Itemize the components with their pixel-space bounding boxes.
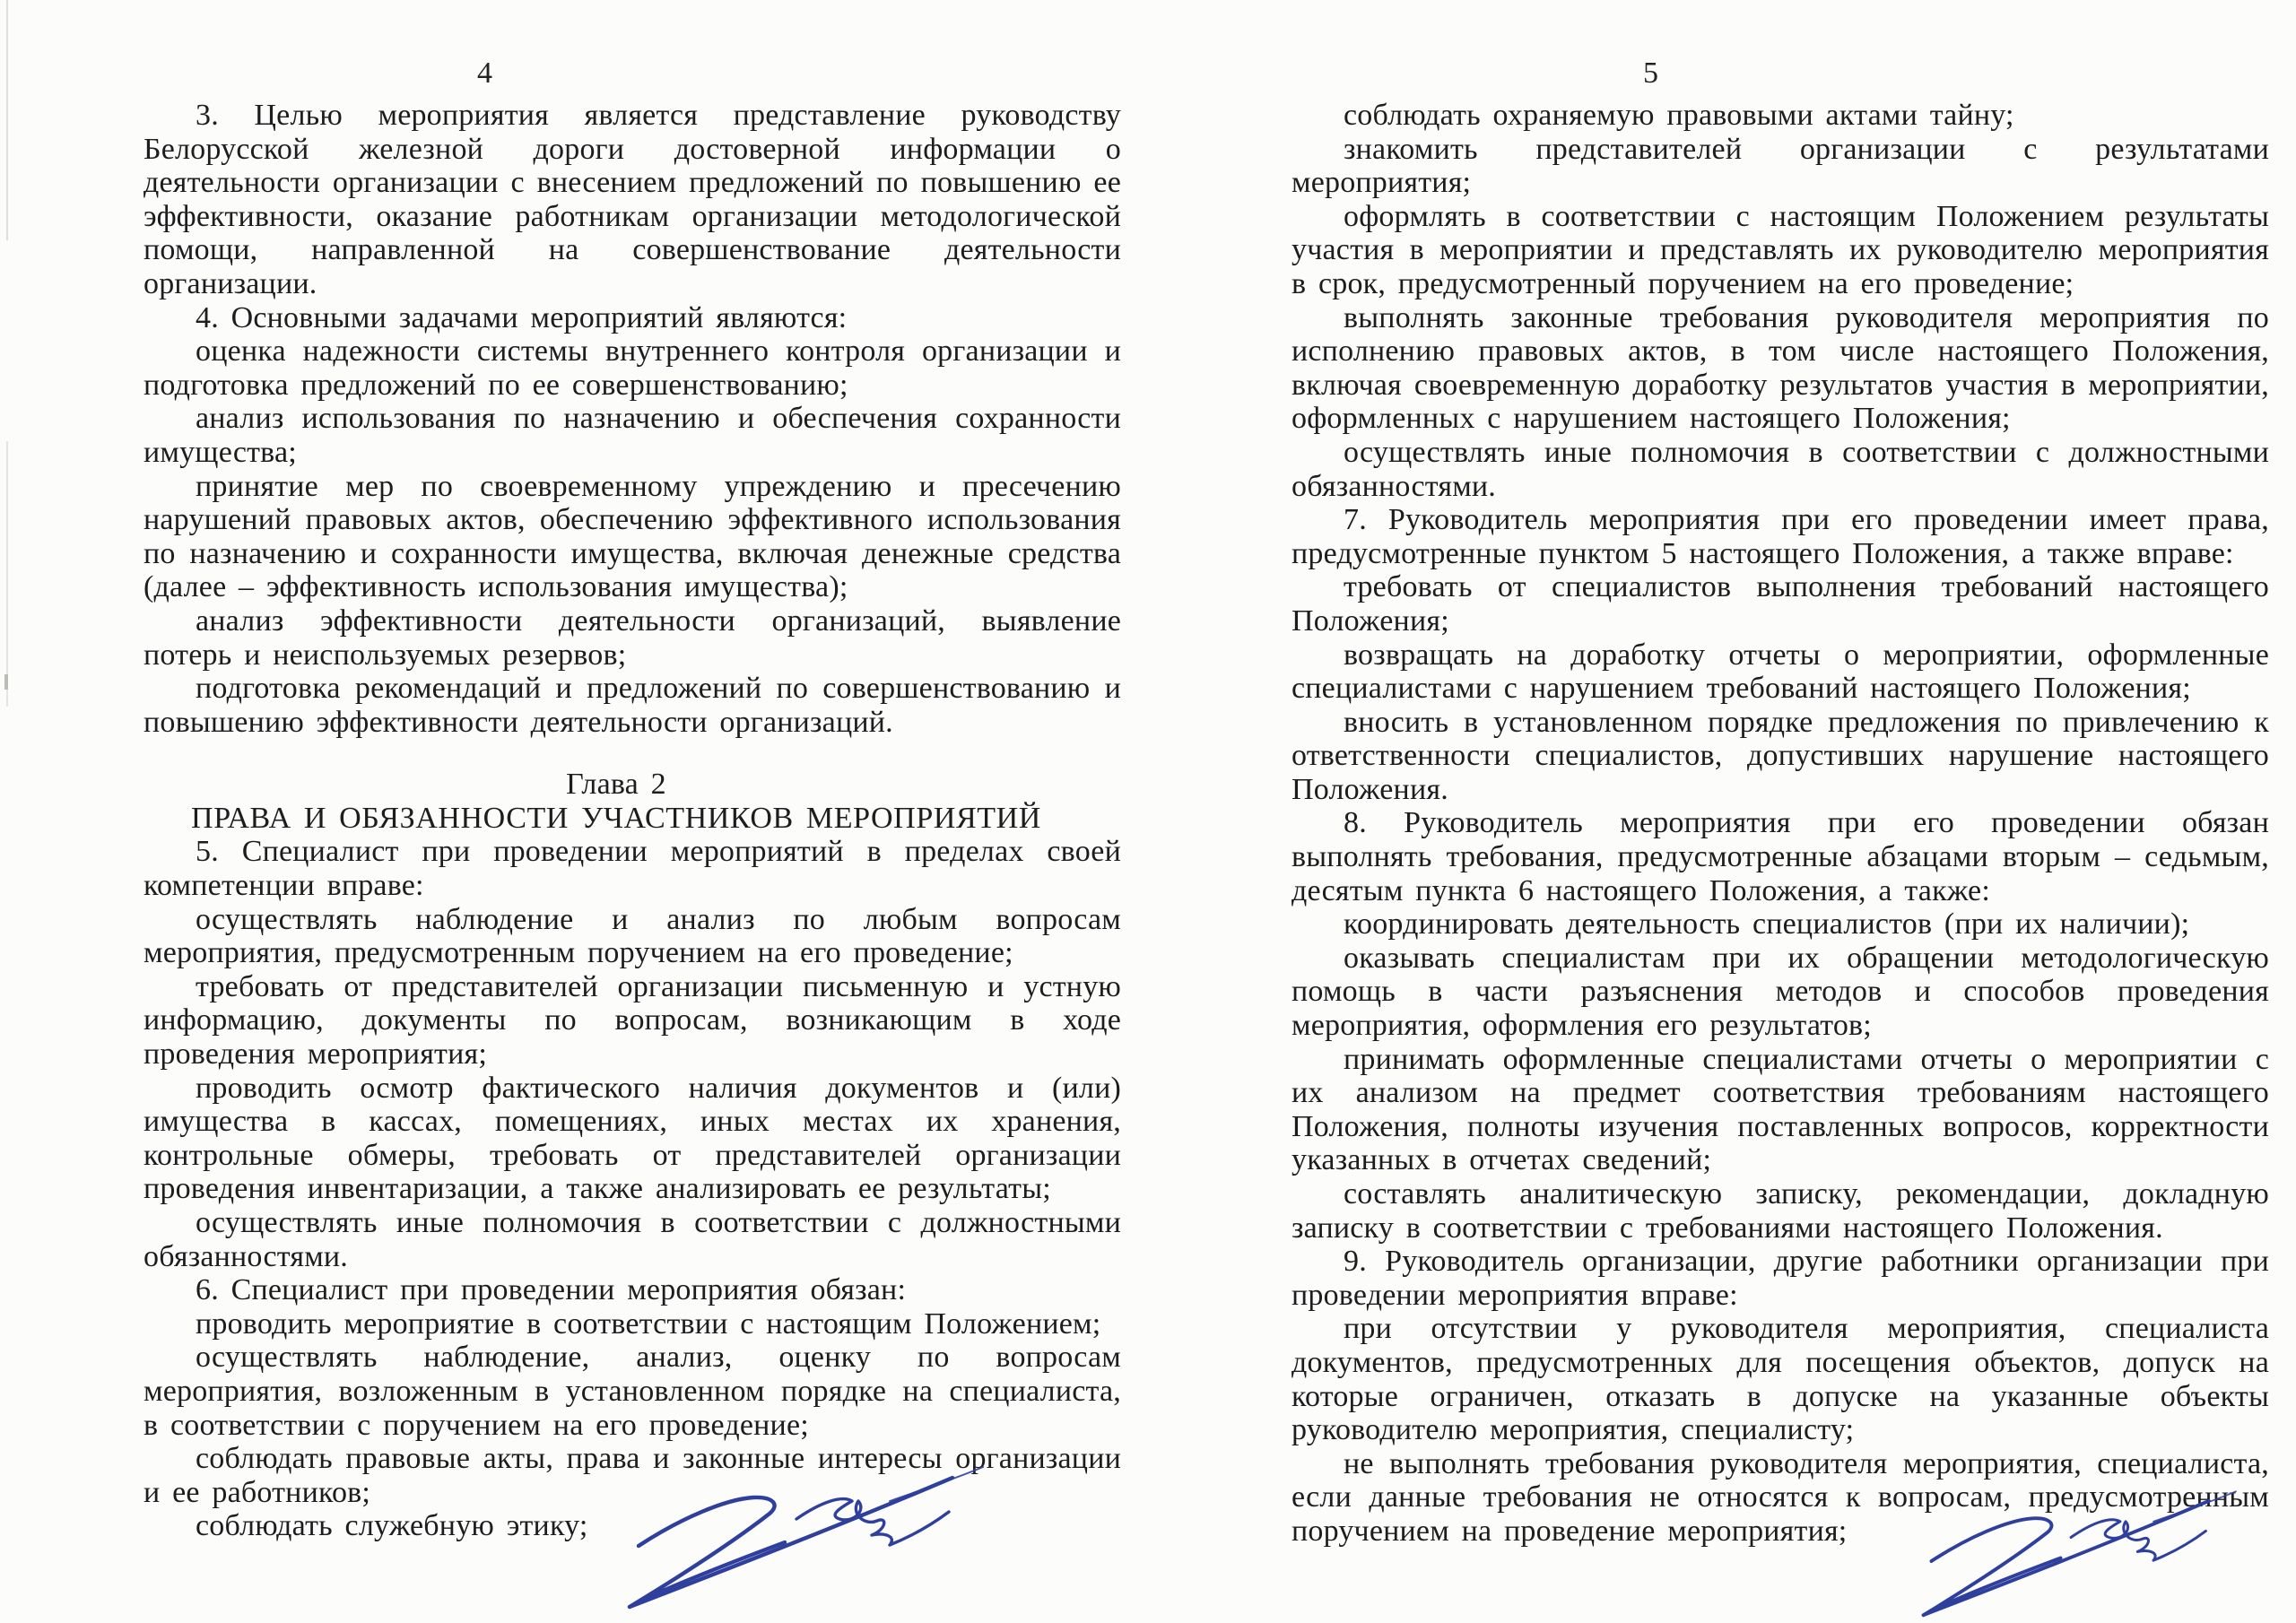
page-number: 5 (1643, 56, 1658, 90)
paragraph: оценка надежности системы внутреннего контроля организации и подготовка предложений по ее совершенствованию; (144, 334, 1121, 402)
paragraph: принимать оформленные специалистами отчеты о мероприятии с их анализом на предмет соответствия требованиям настоящего Положения, полноты изучения поставленных вопросов, корректности указанных в отчетах сведений; (1292, 1042, 2269, 1177)
paragraph: соблюдать правовые акты, права и законные интересы организации и ее работников; (144, 1442, 1121, 1509)
paragraph: осуществлять наблюдение и анализ по любым вопросам мероприятия, предусмотренным поручением на его проведение; (144, 902, 1121, 970)
paragraph: координировать деятельность специалистов (при их наличии); (1344, 907, 2190, 942)
paragraph: осуществлять наблюдение, анализ, оценку по вопросам мероприятия, возложенным в установленном порядке на специалиста, в соответствии с поручением на его проведение; (144, 1341, 1121, 1442)
chapter-heading: ПРАВА И ОБЯЗАННОСТИ УЧАСТНИКОВ МЕРОПРИЯТИЙ (191, 801, 1041, 835)
paragraph: проводить мероприятие в соответствии с настоящим Положением; (196, 1306, 1101, 1341)
paragraph: 6. Специалист при проведении мероприятия обязан: (196, 1273, 907, 1307)
paragraph: при отсутствии у руководителя мероприятия, специалиста документов, предусмотренных для посещения объектов, допуск на которые ограничен, отказать в допуске на указанные объекты руководителю мероприятия, специалисту; (1292, 1312, 2269, 1447)
paragraph: 3. Целью мероприятия является представление руководству Белорусской железной дороги достоверной информации о деятельности организации с внесением предложений по повышению ее эффективности, оказание работникам организации методологической помощи, направленной на совершенствование деятельности организации. (144, 99, 1121, 300)
paragraph: оказывать специалистам при их обращении методологическую помощь в части разъяснения методов и способов проведения мероприятия, оформления его результатов; (1292, 941, 2269, 1043)
paragraph: знакомить представителей организации с результатами мероприятия; (1292, 132, 2269, 200)
paragraph: подготовка рекомендаций и предложений по совершенствованию и повышению эффективности деятельности организаций. (144, 672, 1121, 739)
page-number: 4 (477, 56, 492, 90)
paragraph: возвращать на доработку отчеты о мероприятии, оформленные специалистами с нарушением требований настоящего Положения; (1292, 638, 2269, 706)
paragraph: принятие мер по своевременному упреждению и пресечению нарушений правовых актов, обеспечению эффективного использования по назначению и сохранности имущества, включая денежные средства (далее – эффективность использования имущества); (144, 469, 1121, 604)
paragraph: 9. Руководитель организации, другие работники организации при проведении мероприятия вправе: (1292, 1245, 2269, 1312)
paragraph: оформлять в соответствии с настоящим Положением результаты участия в мероприятии и представлять их руководителю мероприятия в срок, предусмотренный поручением на его проведение; (1292, 199, 2269, 300)
paragraph: требовать от представителей организации письменную и устную информацию, документы по вопросам, возникающим в ходе проведения мероприятия; (144, 969, 1121, 1072)
paragraph: 5. Специалист при проведении мероприятий в пределах своей компетенции вправе: (144, 835, 1121, 903)
chapter-heading: Глава 2 (566, 768, 666, 802)
paragraph: 7. Руководитель мероприятия при его проведении имеет права, предусмотренные пунктом 5 настоящего Положения, а также вправе: (1292, 503, 2269, 570)
page-5-text (1292, 99, 2269, 1549)
paragraph: составлять аналитическую записку, рекомендации, докладную записку в соответствии с требованиями настоящего Положения. (1292, 1177, 2269, 1245)
paragraph: выполнять законные требования руководителя мероприятия по исполнению правовых актов, в том числе настоящего Положения, включая своевременную доработку результатов участия в мероприятии, оформленных с нарушением настоящего Положения; (1292, 300, 2269, 436)
paragraph: соблюдать охраняемую правовыми актами тайну; (1344, 99, 2014, 132)
paragraph: не выполнять требования руководителя мероприятия, специалиста, если данные требования не относятся к вопросам, предусмотренным поручением на проведение мероприятия; (1292, 1446, 2269, 1548)
paragraph: 8. Руководитель мероприятия при его проведении обязан выполнять требования, предусмотренные абзацами вторым – седьмым, десятым пункта 6 настоящего Положения, а также: (1292, 806, 2269, 907)
paragraph: анализ эффективности деятельности организаций, выявление потерь и неиспользуемых резервов; (144, 603, 1121, 672)
paragraph: требовать от специалистов выполнения требований настоящего Положения; (1292, 570, 2269, 638)
paragraph: анализ использования по назначению и обеспечения сохранности имущества; (144, 402, 1121, 469)
paragraph: осуществлять иные полномочия в соответствии с должностными обязанностями. (144, 1206, 1121, 1273)
paragraph: вносить в установленном порядке предложения по привлечению к ответственности специалистов, допустивших нарушение настоящего Положения. (1292, 705, 2269, 806)
paragraph: соблюдать служебную этику; (196, 1509, 588, 1543)
page-4-text (144, 99, 1121, 1543)
paragraph: проводить осмотр фактического наличия документов и (или) имущества в кассах, помещениях, иных местах их хранения, контрольные обмеры, требовать от представителей организации проведения инвентаризации, а также анализировать ее результаты; (144, 1071, 1121, 1206)
page-5 (1148, 0, 2296, 1623)
paragraph: осуществлять иные полномочия в соответствии с должностными обязанностями. (1292, 435, 2269, 503)
paragraph: 4. Основными задачами мероприятий являются: (196, 300, 848, 334)
